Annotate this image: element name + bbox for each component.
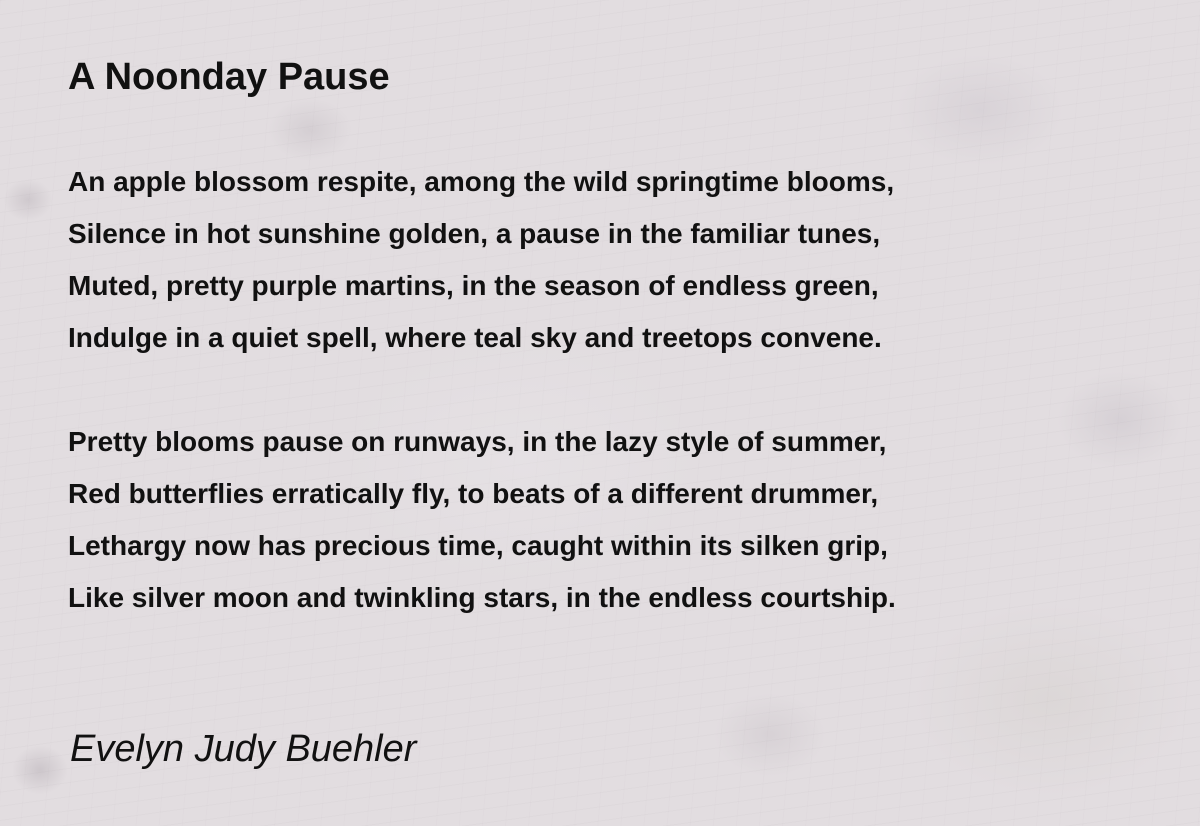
poem-title: A Noonday Pause bbox=[68, 56, 390, 98]
poem-body bbox=[68, 156, 1148, 676]
poem-line: Muted, pretty purple martins, in the season of endless green, bbox=[68, 270, 879, 301]
poem-line: Silence in hot sunshine golden, a pause in the familiar tunes, bbox=[68, 218, 881, 249]
stanza-2 bbox=[68, 416, 1148, 624]
poem-line: Pretty blooms pause on runways, in the lazy style of summer, bbox=[68, 426, 887, 457]
poem-line: Red butterflies erratically fly, to beats of a different drummer, bbox=[68, 478, 879, 509]
poem-line: Lethargy now has precious time, caught within its silken grip, bbox=[68, 530, 888, 561]
poem-line: An apple blossom respite, among the wild springtime blooms, bbox=[68, 166, 895, 197]
poem-author: Evelyn Judy Buehler bbox=[70, 728, 417, 770]
poem-line: Like silver moon and twinkling stars, in the endless courtship. bbox=[68, 582, 896, 613]
poem-line: Indulge in a quiet spell, where teal sky and treetops convene. bbox=[68, 322, 882, 353]
stanza-1 bbox=[68, 156, 1148, 364]
